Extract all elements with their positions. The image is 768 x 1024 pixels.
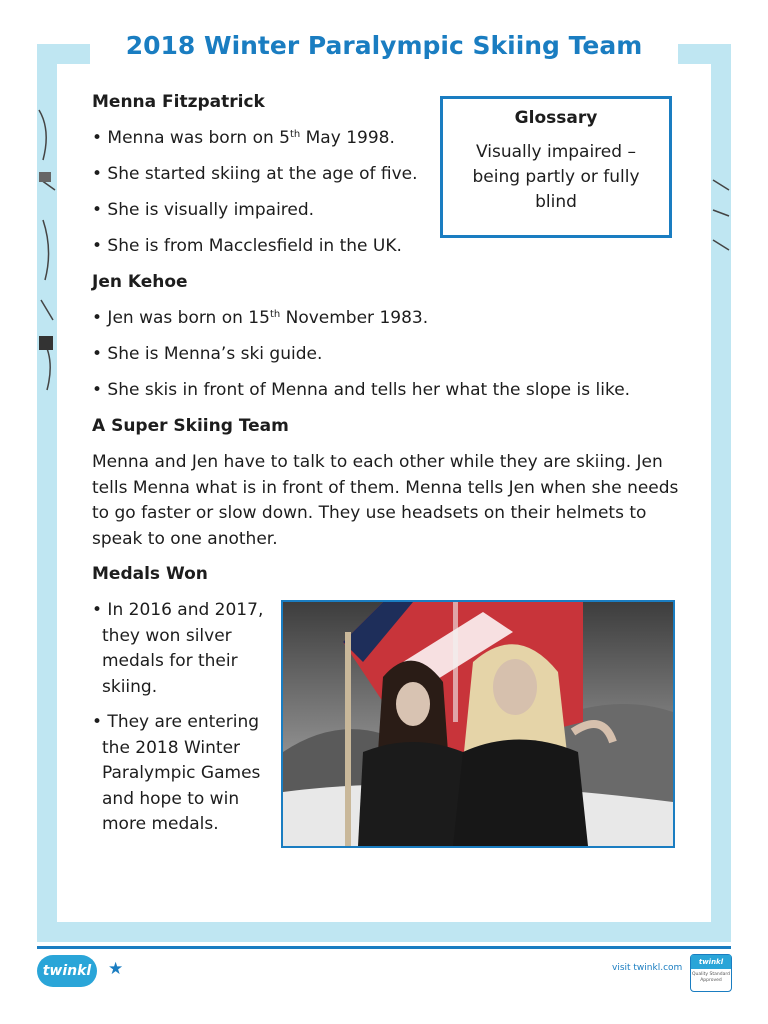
medals-games-bullet: • They are entering the 2018 Winter Paralympic Games and hope to win more medals. [92,712,261,834]
glossary-text: Visually impaired – being partly or fully blind [472,142,640,212]
glossary-box [440,96,672,238]
menna-birth-bullet: • Menna was born on 5th May 1998. [92,128,395,148]
star-icon: ★ [108,959,124,979]
menna-impaired-bullet: • She is visually impaired. [92,200,315,220]
heading-jen: Jen Kehoe [92,272,188,292]
page-title: 2018 Winter Paralympic Skiing Team [90,26,678,66]
medals-silver-bullet: • In 2016 and 2017, they won silver medals for their skiing. [92,600,264,697]
badge-text: Quality Standard Approved [692,972,730,983]
menna-skiing-bullet: • She started skiing at the age of five. [92,164,418,184]
jen-slope-bullet: • She skis in front of Menna and tells her what the slope is like. [92,380,631,400]
visit-link[interactable]: visit twinkl.com [612,963,683,973]
menna-hometown-bullet: • She is from Macclesfield in the UK. [92,236,402,256]
badge-logo: twinkl [691,955,731,969]
decorative-sketch-left [37,100,59,400]
heading-menna: Menna Fitzpatrick [92,92,265,112]
quality-badge [690,954,732,992]
footer-divider [37,946,731,949]
glossary-title: Glossary [514,108,598,128]
team-photo [281,600,675,848]
heading-team: A Super Skiing Team [92,416,289,436]
heading-medals: Medals Won [92,564,208,584]
decorative-sketch-right [711,170,733,260]
team-paragraph: Menna and Jen have to talk to each other while they are skiing. Jen tells Menna what is in front of them. Menna tells Jen when she needs to go faster or slow down. They use headsets on their helmets to speak to one another. [92,452,679,549]
twinkl-logo[interactable]: twinkl [37,955,97,987]
jen-birth-bullet: • Jen was born on 15th November 1983. [92,308,429,328]
jen-guide-bullet: • She is Menna’s ski guide. [92,344,323,364]
